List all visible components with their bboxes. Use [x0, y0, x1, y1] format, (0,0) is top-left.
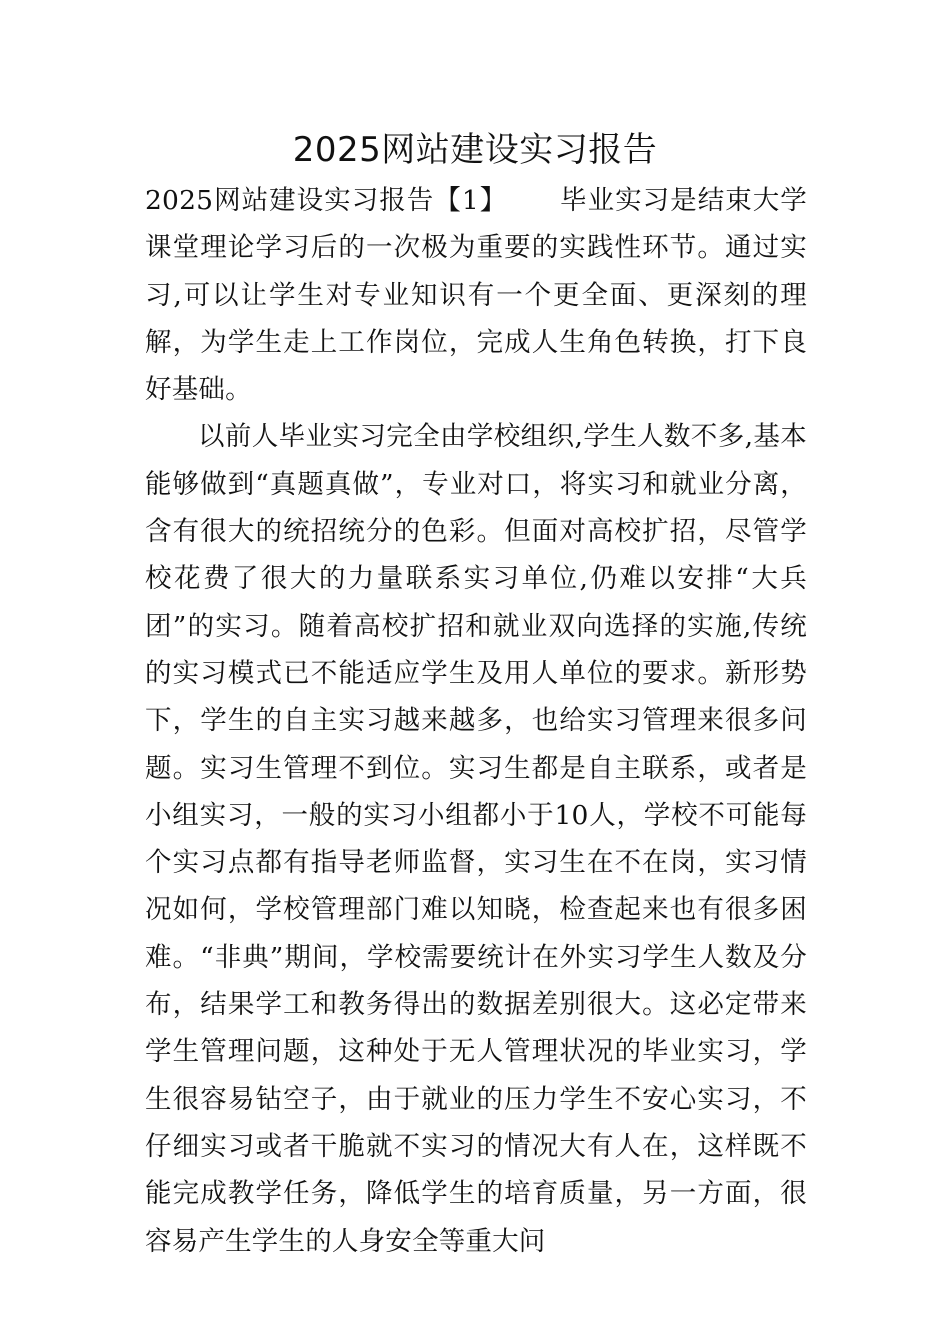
- paragraph-1: [145, 177, 807, 413]
- paragraph-2: 以前人毕业实习完全由学校组织,学生人数不多,基本能够做到“真题真做”，专业对口，将实习和就业分离，含有很大的统招统分的色彩。但面对高校扩招，尽管学校花费了很大的力量联系实习单位,仍难以安排“大兵团”的实习。随着高校扩招和就业双向选择的实施,传统的实习模式已不能适应学生及用人单位的要求。新形势下，学生的自主实习越来越多，也给实习管理来很多问题。实习生管理不到位。实习生都是自主联系，或者是小组实习，一般的实习小组都小于10人，学校不可能每个实习点都有指导老师监督，实习生在不在岗，实习情况如何，学校管理部门难以知晓，检查起来也有很多困难。“非典”期间，学校需要统计在外实习学生人数及分布，结果学工和教务得出的数据差别很大。这必定带来学生管理问题，这种处于无人管理状况的毕业实习，学生很容易钻空子，由于就业的压力学生不安心实习，不仔细实习或者干脆就不实习的情况大有人在，这样既不能完成教学任务，降低学生的培育质量，另一方面，很容易产生学生的人身安全等重大问: [145, 421, 807, 1257]
- section-heading: 2025网站建设实习报告【1】: [145, 185, 508, 216]
- document-body: [145, 177, 807, 1265]
- paragraph-1-text: 毕业实习是结束大学课堂理论学习后的一次极为重要的实践性环节。通过实习,可以让学生对专业知识有一个更全面、更深刻的理解，为学生走上工作岗位，完成人生角色转换，打下良好基础。: [145, 185, 807, 406]
- document-title: 2025网站建设实习报告: [292, 130, 658, 170]
